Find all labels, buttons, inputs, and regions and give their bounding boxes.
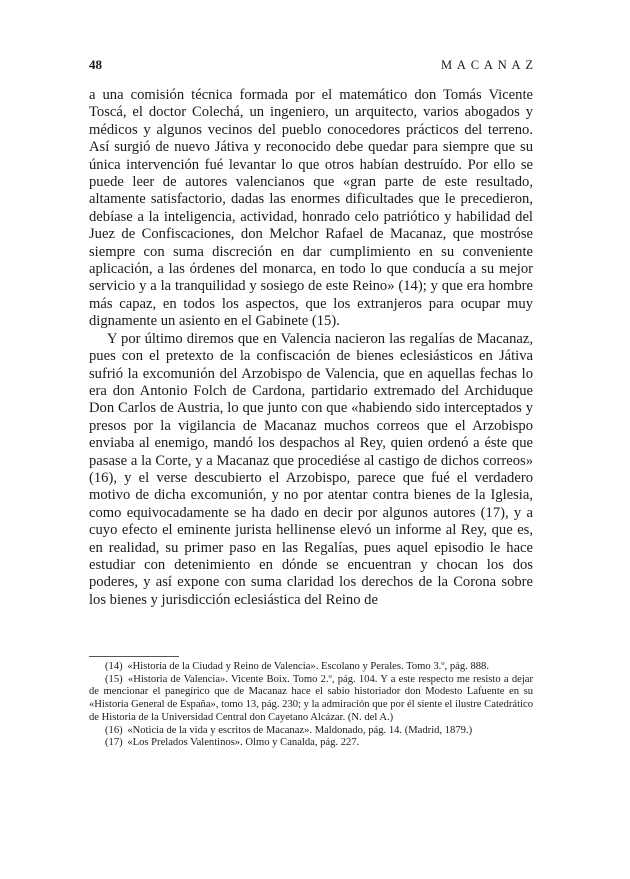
page-header (89, 57, 538, 75)
footnote-number: (15) (105, 673, 123, 685)
running-head: MACANAZ (441, 58, 538, 72)
page-number: 48 (89, 57, 102, 72)
footnote-number: (16) (105, 724, 123, 736)
footnote (89, 661, 533, 674)
footnote (89, 674, 533, 725)
footnote-number: (14) (105, 661, 123, 672)
footnotes (89, 661, 533, 750)
footnote-text: «Historia de la Ciudad y Reino de Valencia». Escolano y Perales. Tomo 3.º, pág. 888. (127, 661, 489, 672)
footnote-text: «Los Prelados Valentinos». Olmo y Canalda, pág. 227. (127, 737, 360, 749)
body-text (89, 87, 533, 609)
paragraph: a una comisión técnica formada por el matemático don Tomás Vicente Toscá, el doctor Colechá, un ingeniero, un arquitecto, varios abogados y médicos y algunos vecinos del pueblo conocedores prácticos del terreno. Así surgió de nuevo Játiva y reconocido debe quedar para siempre que su única intervención fué levantar lo que otros habían destruído. Por ello se puede leer de autores valencianos que «gran parte de este resultado, altamente satisfactorio, dadas las enormes dificultades que le precedieron, debíase a la inteligencia, actividad, honrado celo patriótico y habilidad del Juez de Confiscaciones, don Melchor Rafael de Macanaz, que mostróse siempre con suma discreción en dar cumplimiento en su conveniente aplicación, a las órdenes del monarca, en todo lo que conducía a su mejor servicio y a la tranquilidad y sosiego de este Reino» (14); y que era hombre más capaz, en todos los aspectos, que los extranjeros para ocupar muy dignamente un asiento en el Gabinete (15). (89, 87, 533, 330)
footnote-number: (17) (105, 737, 123, 749)
footnote-text: «Historia de Valencia». Vicente Boix. Tomo 2.º, pág. 104. Y a este respecto me resisto a dejar de mencionar el panegírico que de Macanaz hace el sabio historiador don Modesto Lafuente en su «Historia General de España», tomo 13, pág. 230; y la admiración que por él siente el ilustre Catedrático de Historia de la Universidad Central don Cayetano Alcázar. (N. del A.) (89, 673, 533, 723)
footnote-text: «Noticia de la vida y escritos de Macanaz». Maldonado, pág. 14. (Madrid, 1879.) (127, 724, 473, 736)
footnote-divider (89, 656, 179, 657)
footnote (89, 737, 533, 750)
footnote (89, 725, 533, 738)
paragraph: Y por último diremos que en Valencia nacieron las regalías de Macanaz, pues con el pretexto de la confiscación de bienes eclesiásticos en Játiva sufrió la excomunión del Arzobispo de Valencia, que en aquellas fechas lo era don Antonio Folch de Cardona, partidario extremado del Archiduque Don Carlos de Austria, lo que junto con que «habiendo sido interceptados y presos por la vigilancia de Macanaz muchos correos que el Arzobispo enviaba al enemigo, mandó los despachos al Rey, quien ordenó a éste que pasase a la Corte, y a Macanaz que procediése al castigo de dichos correos» (16), y el verse descubierto el Arzobispo, parece que fué el verdadero motivo de dicha excomunión, y no por atentar contra bienes de la Iglesia, como equivocadamente se ha dado en decir por algunos autores (17), y a cuyo efecto el eminente jurista hellinense elevó un informe al Rey, que es, en realidad, su primer paso en las Regalías, pues aquel episodio le hace estudiar con detenimiento en dónde se encuentran y chocan los dos poderes, y así expone con suma claridad los derechos de la Corona sobre los bienes y jurisdicción eclesiástica del Reino de (89, 330, 533, 608)
